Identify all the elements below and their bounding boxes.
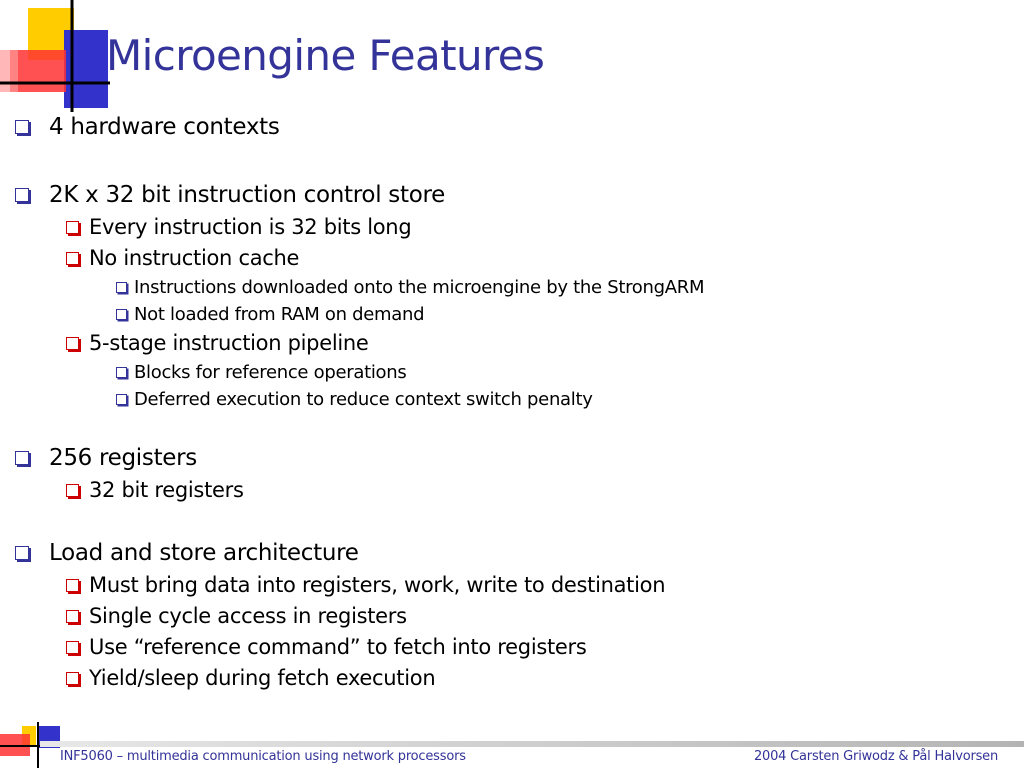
footer-course: INF5060 – multimedia communication using network processors (60, 749, 466, 764)
bullet-box-icon (116, 367, 127, 378)
list-item-text: 32 bit registers (89, 478, 244, 502)
list-item-text: Use “reference command” to fetch into registers (89, 635, 587, 659)
list-item-text: 256 registers (49, 445, 197, 471)
list-item-text: Deferred execution to reduce context switch penalty (134, 389, 593, 410)
bullet-box-icon (15, 120, 29, 134)
list-item-text: Not loaded from RAM on demand (134, 304, 425, 325)
list-item (116, 389, 593, 410)
list-item-text: No instruction cache (89, 246, 300, 270)
footer-divider (40, 741, 1024, 747)
bullet-box-icon (116, 394, 127, 405)
list-item-text: Yield/sleep during fetch execution (89, 666, 436, 690)
list-item (15, 182, 445, 208)
slide-title: Microengine Features (106, 31, 545, 80)
list-item (66, 215, 411, 239)
list-item-text: Blocks for reference operations (134, 362, 407, 383)
list-item (15, 114, 280, 140)
list-item-text: 4 hardware contexts (49, 114, 280, 140)
bullet-box-icon (66, 484, 79, 497)
list-item (66, 666, 435, 690)
bullet-box-icon (116, 282, 127, 293)
list-item (66, 573, 665, 597)
list-item (116, 277, 704, 298)
bullet-box-icon (66, 337, 79, 350)
list-item-text: Single cycle access in registers (89, 604, 407, 628)
list-item (15, 540, 359, 566)
bullet-box-icon (15, 546, 29, 560)
list-item-text: Load and store architecture (49, 540, 359, 566)
list-item (66, 331, 369, 355)
list-item-text: 5-stage instruction pipeline (89, 331, 369, 355)
list-item-text: Instructions downloaded onto the microengine by the StrongARM (134, 277, 705, 298)
bullet-box-icon (66, 252, 79, 265)
bullet-box-icon (66, 221, 79, 234)
list-item (116, 304, 424, 325)
list-item (66, 604, 407, 628)
list-item (116, 362, 406, 383)
list-item-text: 2K x 32 bit instruction control store (49, 182, 445, 208)
bullet-box-icon (66, 579, 79, 592)
list-item (66, 635, 587, 659)
bullet-box-icon (15, 188, 29, 202)
bullet-box-icon (66, 672, 79, 685)
list-item (66, 246, 299, 270)
list-item (66, 478, 244, 502)
list-item-text: Must bring data into registers, work, write to destination (89, 573, 666, 597)
bullet-box-icon (66, 610, 79, 623)
bullet-box-icon (66, 641, 79, 654)
bullet-box-icon (116, 309, 127, 320)
bullet-box-icon (15, 451, 29, 465)
footer-credit: 2004 Carsten Griwodz & Pål Halvorsen (753, 749, 998, 764)
list-item-text: Every instruction is 32 bits long (89, 215, 412, 239)
list-item (15, 445, 197, 471)
